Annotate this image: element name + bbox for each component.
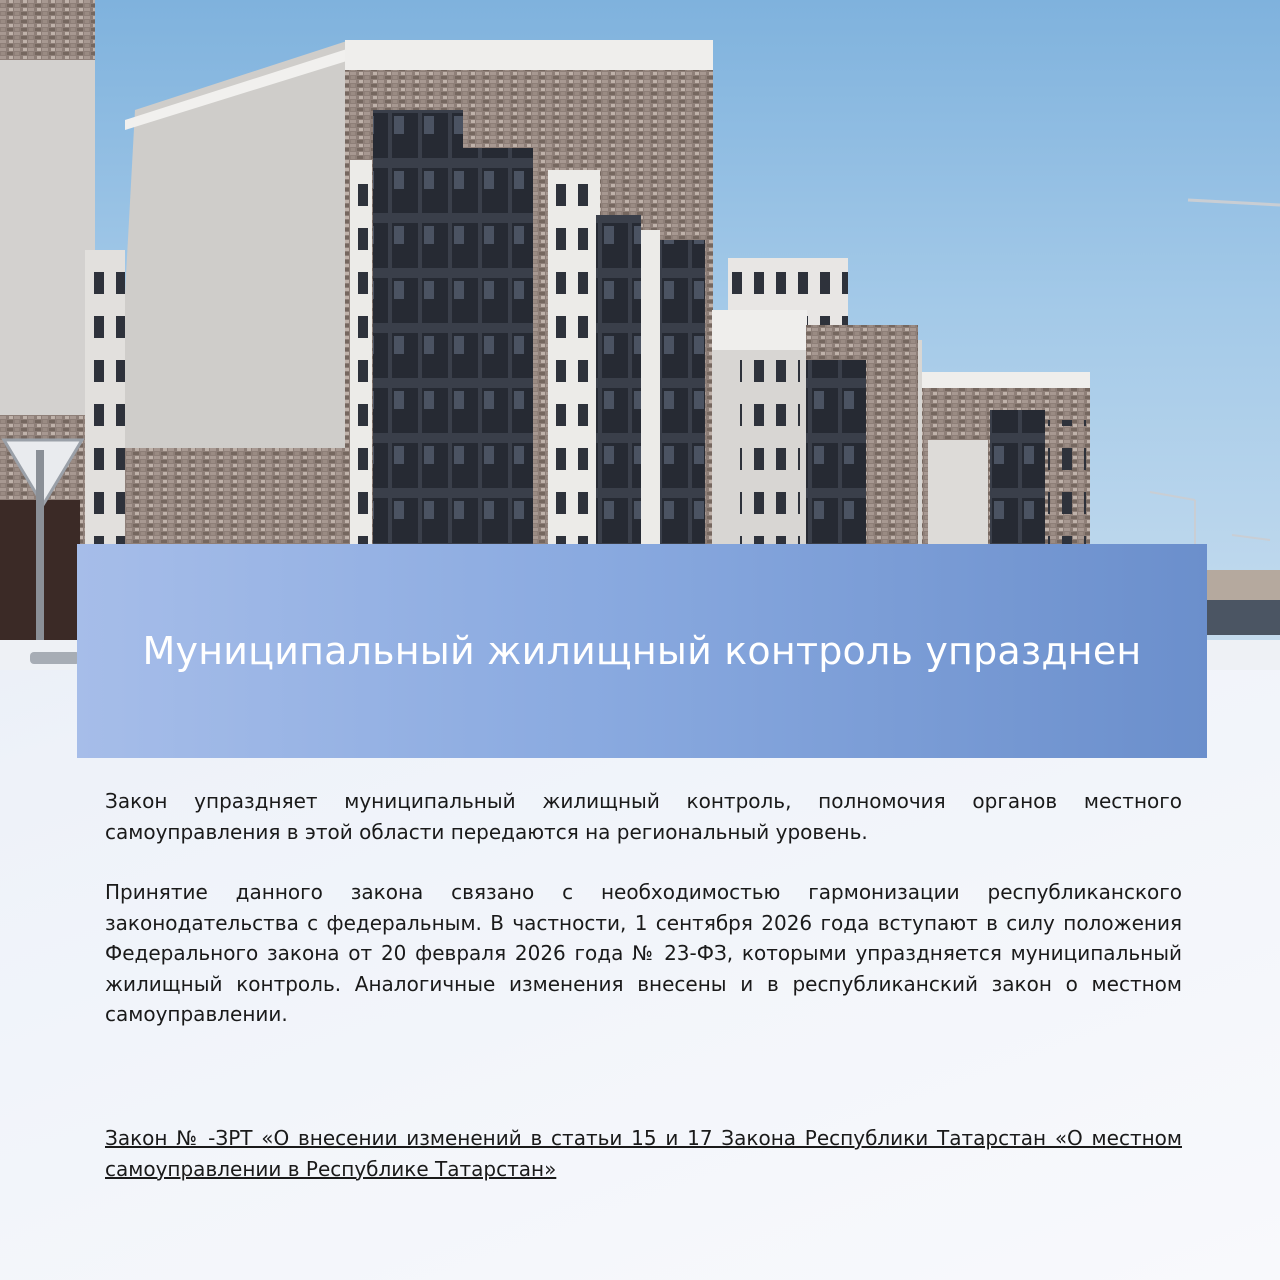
paragraph-1: Закон упраздняет муниципальный жилищный контроль, полномочия органов местного самоуправления в этой области передаются на региональный уровень. bbox=[105, 789, 1182, 844]
page-title: Муниципальный жилищный контроль упразднен bbox=[142, 629, 1142, 673]
law-reference-link[interactable]: Закон № -ЗРТ «О внесении изменений в статьи 15 и 17 Закона Республики Татарстан «О местном самоуправлении в Республике Татарстан» bbox=[105, 1126, 1182, 1181]
title-banner bbox=[77, 544, 1207, 758]
article-body bbox=[105, 786, 1182, 1030]
paragraph-2: Принятие данного закона связано с необходимостью гармонизации республиканского законодательства с федеральным. В частности, 1 сентября 2026 года вступают в силу положения Федерального закона от 20 февраля 2026 года № 23-ФЗ, которыми упраздняется муниципальный жилищный контроль. Аналогичные изменения внесены и в республиканский закон о местном самоуправлении. bbox=[105, 880, 1182, 1026]
left-building bbox=[0, 0, 95, 430]
